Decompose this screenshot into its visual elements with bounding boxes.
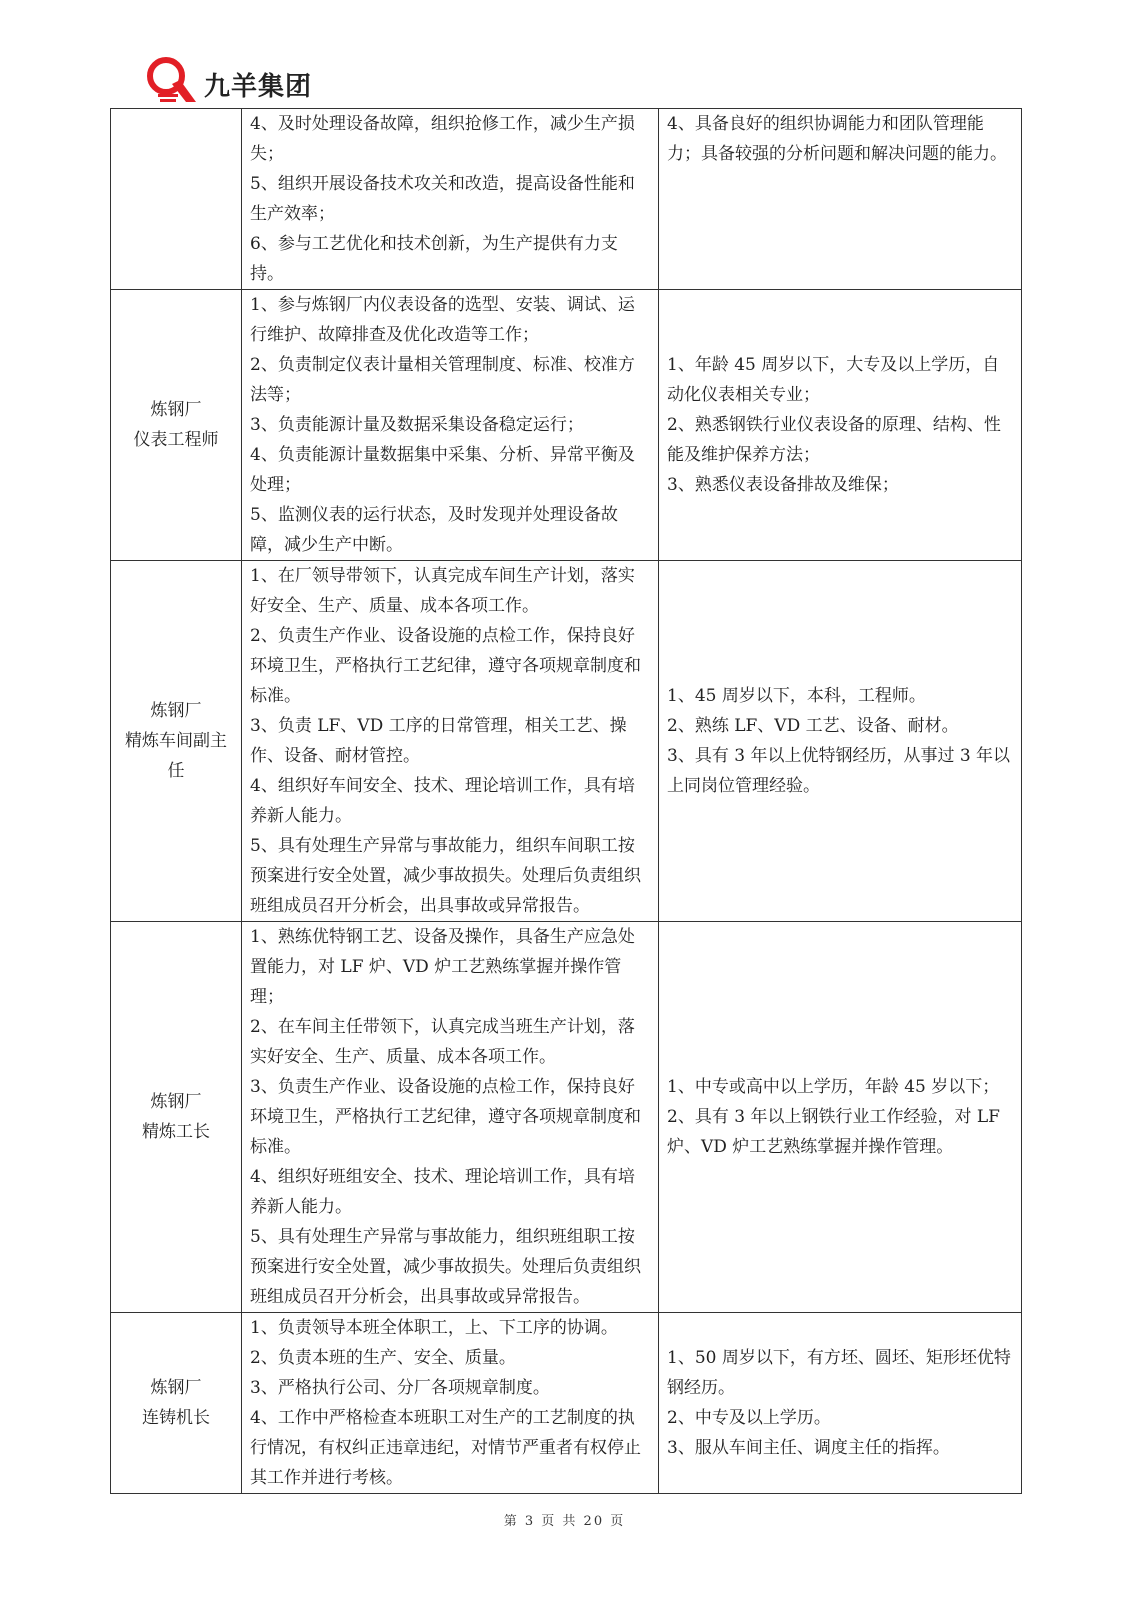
duty-item: 2、负责本班的生产、安全、质量。 — [250, 1348, 516, 1368]
duty-item: 2、负责制定仪表计量相关管理制度、标准、校准方法等； — [250, 355, 635, 405]
job-duties-cell — [242, 561, 659, 922]
duty-item: 2、在车间主任带领下，认真完成当班生产计划，落实好安全、生产、质量、成本各项工作。 — [250, 1017, 635, 1067]
requirement-item: 4、具备良好的组织协调能力和团队管理能力；具备较强的分析问题和解决问题的能力。 — [667, 114, 1007, 164]
table-row — [111, 1313, 1022, 1494]
table-row — [111, 290, 1022, 561]
requirement-item: 2、中专及以上学历。 — [667, 1408, 831, 1428]
job-duties-cell — [242, 1313, 659, 1494]
requirement-item: 3、具有 3 年以上优特钢经历，从事过 3 年以上同岗位管理经验。 — [667, 746, 1011, 796]
duty-item: 1、参与炼钢厂内仪表设备的选型、安装、调试、运行维护、故障排查及优化改造等工作； — [250, 295, 635, 345]
job-duties-cell — [242, 109, 659, 290]
duty-item: 1、熟练优特钢工艺、设备及操作，具备生产应急处置能力，对 LF 炉、VD 炉工艺熟练掌握并操作管理； — [250, 927, 635, 1007]
duty-item: 3、负责生产作业、设备设施的点检工作，保持良好环境卫生，严格执行工艺纪律，遵守各项规章制度和标准。 — [250, 1077, 641, 1157]
job-title-line: 仪表工程师 — [133, 430, 219, 450]
job-requirements-cell — [659, 1313, 1022, 1494]
job-title-cell — [111, 922, 242, 1313]
duty-item: 3、负责 LF、VD 工序的日常管理，相关工艺、操作、设备、耐材管控。 — [250, 716, 627, 766]
job-title-cell — [111, 109, 242, 290]
job-title-cell — [111, 561, 242, 922]
job-requirements-cell — [659, 109, 1022, 290]
requirement-item: 2、熟悉钢铁行业仪表设备的原理、结构、性能及维护保养方法； — [667, 415, 1001, 465]
duty-item: 1、在厂领导带领下，认真完成车间生产计划，落实好安全、生产、质量、成本各项工作。 — [250, 566, 635, 616]
duty-item: 5、具有处理生产异常与事故能力，组织车间职工按预案进行安全处置，减少事故损失。处理后负责组织班组成员召开分析会，出具事故或异常报告。 — [250, 836, 641, 916]
table-row — [111, 561, 1022, 922]
requirement-item: 3、熟悉仪表设备排故及维保； — [667, 475, 899, 495]
duty-item: 2、负责生产作业、设备设施的点检工作，保持良好环境卫生，严格执行工艺纪律，遵守各项规章制度和标准。 — [250, 626, 641, 706]
job-requirements-cell — [659, 290, 1022, 561]
job-title-line: 炼钢厂 — [150, 1092, 202, 1112]
requirement-item: 1、中专或高中以上学历，年龄 45 岁以下； — [667, 1077, 1000, 1097]
duty-item: 5、监测仪表的运行状态，及时发现并处理设备故障，减少生产中断。 — [250, 505, 618, 555]
job-title-line: 炼钢厂 — [150, 701, 202, 721]
page-header — [140, 52, 980, 109]
duty-item: 4、工作中严格检查本班职工对生产的工艺制度的执行情况，有权纠正违章违纪，对情节严重者有权停止其工作并进行考核。 — [250, 1408, 641, 1488]
requirement-item: 1、45 周岁以下，本科，工程师。 — [667, 686, 926, 706]
job-requirements-cell — [659, 922, 1022, 1313]
duty-item: 5、组织开展设备技术攻关和改造，提高设备性能和生产效率； — [250, 174, 635, 224]
duty-item: 4、组织好车间安全、技术、理论培训工作，具有培养新人能力。 — [250, 776, 635, 826]
job-title-line: 连铸机长 — [142, 1408, 210, 1428]
job-title-line: 任 — [167, 761, 185, 781]
job-title-line: 精炼工长 — [142, 1122, 210, 1142]
job-duties-cell — [242, 922, 659, 1313]
duty-item: 4、负责能源计量数据集中采集、分析、异常平衡及处理； — [250, 445, 635, 495]
requirement-item: 1、50 周岁以下，有方坯、圆坯、矩形坯优特钢经历。 — [667, 1348, 1011, 1398]
table-row — [111, 922, 1022, 1313]
duty-item: 1、负责领导本班全体职工，上、下工序的协调。 — [250, 1318, 618, 1338]
table-row — [111, 109, 1022, 290]
duty-item: 6、参与工艺优化和技术创新，为生产提供有力支持。 — [250, 234, 618, 284]
page-number: 第 3 页 共 20 页 — [503, 1514, 626, 1529]
job-title-cell — [111, 290, 242, 561]
duty-item: 3、严格执行公司、分厂各项规章制度。 — [250, 1378, 550, 1398]
company-logo-icon — [142, 54, 200, 104]
job-requirements-cell — [659, 561, 1022, 922]
duty-item: 4、组织好班组安全、技术、理论培训工作，具有培养新人能力。 — [250, 1167, 635, 1217]
duty-item: 3、负责能源计量及数据采集设备稳定运行； — [250, 415, 584, 435]
duty-item: 5、具有处理生产异常与事故能力，组织班组职工按预案进行安全处置，减少事故损失。处理后负责组织班组成员召开分析会，出具事故或异常报告。 — [250, 1227, 641, 1307]
job-title-line: 炼钢厂 — [150, 400, 202, 420]
requirement-item: 1、年龄 45 周岁以下，大专及以上学历，自动化仪表相关专业； — [667, 355, 1000, 405]
duty-item: 4、及时处理设备故障，组织抢修工作，减少生产损失； — [250, 114, 635, 164]
requirement-item: 2、熟练 LF、VD 工艺、设备、耐材。 — [667, 716, 959, 736]
requirement-item: 3、服从车间主任、调度主任的指挥。 — [667, 1438, 950, 1458]
job-title-line: 精炼车间副主 — [125, 731, 227, 751]
requirement-item: 2、具有 3 年以上钢铁行业工作经验，对 LF 炉、VD 炉工艺熟练掌握并操作管理。 — [667, 1107, 1000, 1157]
company-name: 九羊集团 — [204, 72, 313, 102]
job-table — [110, 108, 1022, 1494]
job-duties-cell — [242, 290, 659, 561]
job-title-line: 炼钢厂 — [150, 1378, 202, 1398]
job-title-cell — [111, 1313, 242, 1494]
